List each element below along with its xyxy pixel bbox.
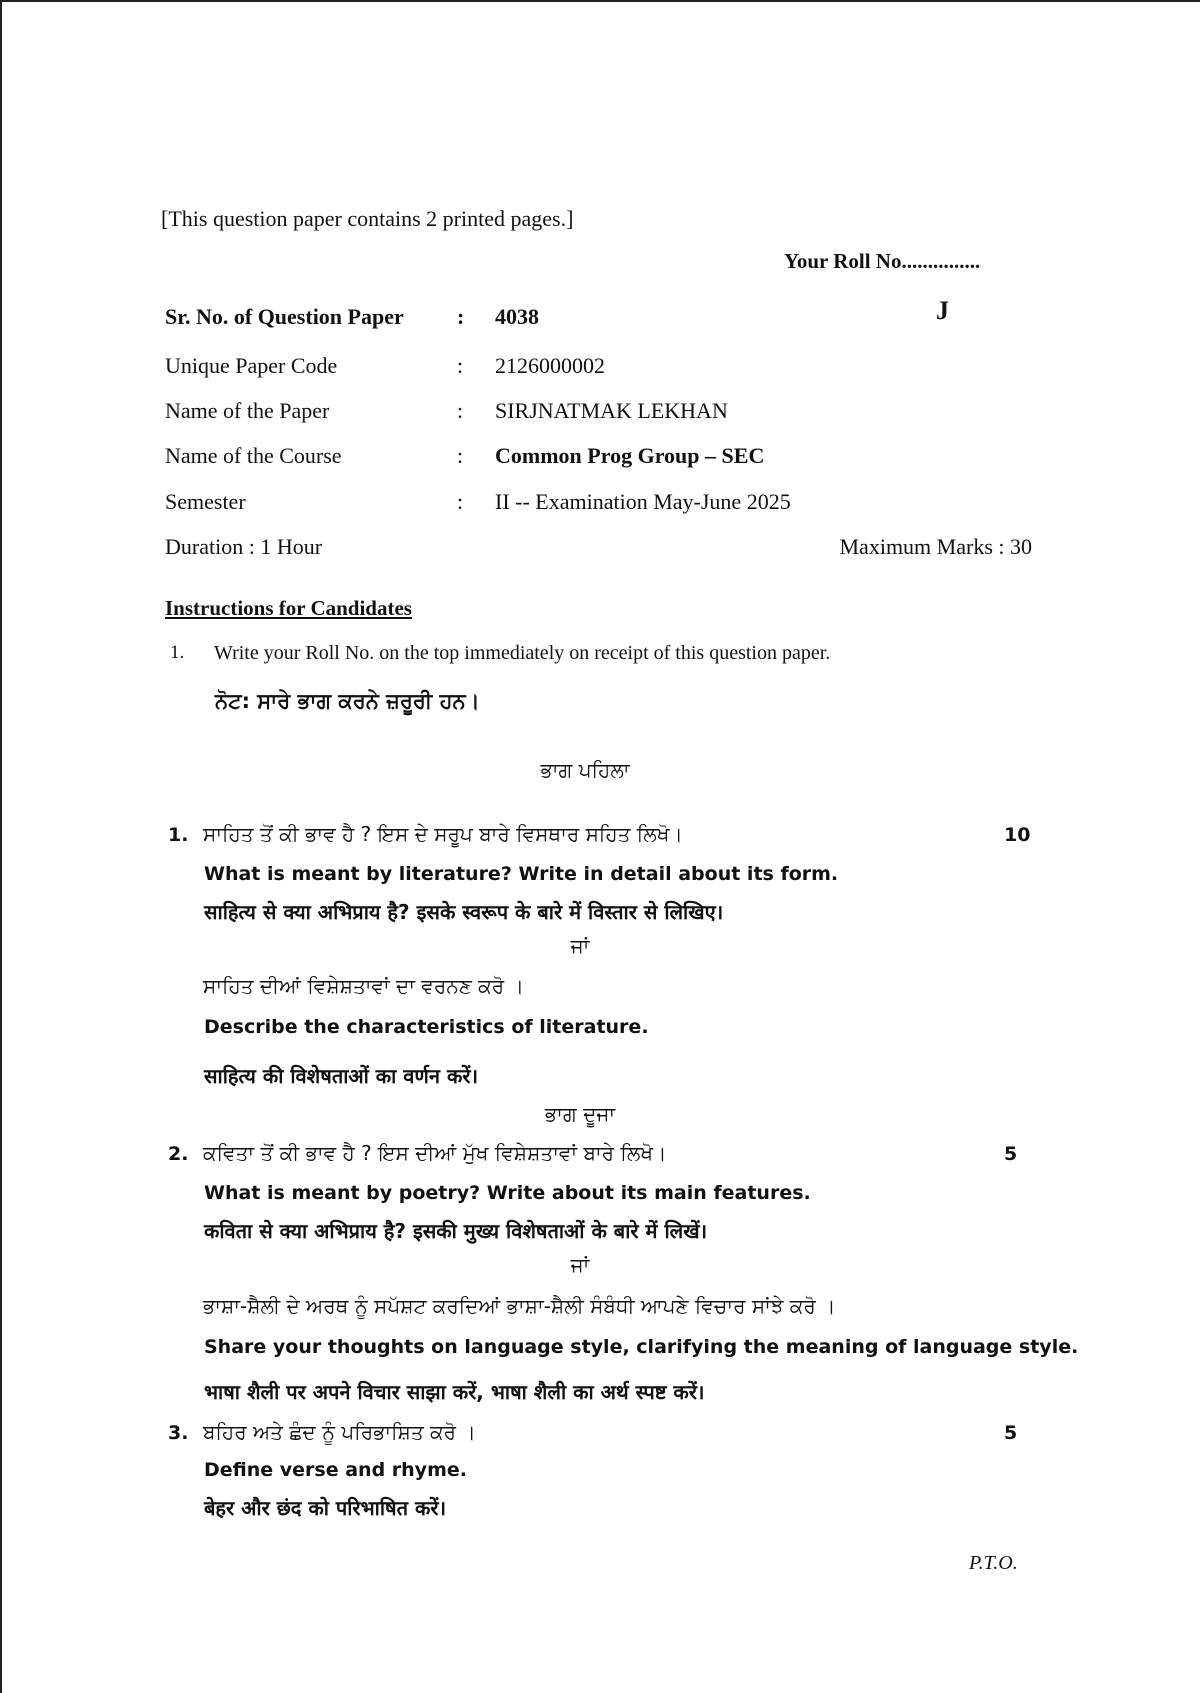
section-title: ਭਾਗ ਪਹਿਲਾ xyxy=(540,758,630,782)
alt-question-text-english: Describe the characteristics of literature. xyxy=(204,1016,649,1038)
detail-separator: : xyxy=(457,398,464,423)
question-text-punjabi: ਕਵਿਤਾ ਤੋਂ ਕੀ ਭਾਵ ਹੈ ? ਇਸ ਦੀਆਂ ਮੁੱਖ ਵਿਸ਼ੇਸ਼ਤਾਵਾਂ ਬਾਰੇ ਲਿਖੋ। xyxy=(203,1141,667,1165)
question-text-hindi: बेहर और छंद को परिभाषित करें। xyxy=(204,1496,447,1520)
instruction-note: ਨੋਟ: ਸਾਰੇ ਭਾਗ ਕਰਨੇ ਜ਼ਰੂਰੀ ਹਨ। xyxy=(215,689,480,713)
question-text-punjabi: ਬਹਿਰ ਅਤੇ ਛੰਦ ਨੂੰ ਪਰਿਭਾਸ਼ਿਤ ਕਰੋ । xyxy=(203,1420,476,1444)
detail-value: II -- Examination May-June 2025 xyxy=(495,489,791,514)
detail-value: 4038 xyxy=(495,304,539,329)
question-text-hindi: कविता से क्या अभिप्राय है? इसकी मुख्य विशेषताओं के बारे में लिखें। xyxy=(204,1219,708,1243)
question-marks: 5 xyxy=(1004,1143,1018,1165)
question-marks: 5 xyxy=(1004,1422,1018,1444)
detail-label: Name of the Course xyxy=(165,443,342,468)
detail-separator: : xyxy=(457,489,464,514)
question-number: 3. xyxy=(168,1422,189,1444)
instruction-text: Write your Roll No. on the top immediately on receipt of this question paper. xyxy=(214,642,831,664)
question-text-hindi: साहित्य से क्या अभिप्राय है? इसके स्वरूप के बारे में विस्तार से लिखिए। xyxy=(204,900,724,924)
detail-value: SIRJNATMAK LEKHAN xyxy=(495,398,728,423)
alt-question-text-hindi: भाषा शैली पर अपने विचार साझा करें, भाषा शैली का अर्थ स्पष्ट करें। xyxy=(204,1380,705,1404)
question-number: 2. xyxy=(168,1143,189,1165)
detail-separator: : xyxy=(457,353,464,378)
set-letter: J xyxy=(936,296,949,325)
or-separator: ਜਾਂ xyxy=(570,1253,590,1277)
detail-separator: : xyxy=(457,443,464,468)
top-border-line xyxy=(0,0,1200,2)
question-text-english: Define verse and rhyme. xyxy=(204,1459,467,1481)
page-turn-over: P.T.O. xyxy=(969,1552,1018,1574)
detail-label: Sr. No. of Question Paper xyxy=(165,304,404,329)
pages-note: [This question paper contains 2 printed pages.] xyxy=(161,206,574,231)
instruction-number: 1. xyxy=(170,642,185,663)
instructions-heading: Instructions for Candidates xyxy=(165,596,412,620)
question-text-english: What is meant by literature? Write in detail about its form. xyxy=(204,863,839,885)
detail-label: Unique Paper Code xyxy=(165,353,338,378)
detail-value: 2126000002 xyxy=(495,353,605,378)
detail-label: Name of the Paper xyxy=(165,398,330,423)
detail-value: Common Prog Group – SEC xyxy=(495,443,765,468)
roll-number-field: Your Roll No............... xyxy=(784,249,981,273)
detail-label: Semester xyxy=(165,489,246,514)
detail-separator: : xyxy=(457,304,465,329)
alt-question-text-punjabi: ਭਾਸ਼ਾ-ਸ਼ੈਲੀ ਦੇ ਅਰਥ ਨੂੰ ਸਪੱਸ਼ਟ ਕਰਦਿਆਂ ਭਾਸ਼ਾ-ਸ਼ੈਲੀ ਸੰਬੰਧੀ ਆਪਣੇ ਵਿਚਾਰ ਸਾਂਝੇ ਕਰੋ । xyxy=(203,1294,836,1318)
alt-question-text-punjabi: ਸਾਹਿਤ ਦੀਆਂ ਵਿਸ਼ੇਸ਼ਤਾਵਾਂ ਦਾ ਵਰਨਣ ਕਰੋ । xyxy=(203,974,525,998)
section-title: ਭਾਗ ਦੂਜਾ xyxy=(544,1102,616,1126)
question-number: 1. xyxy=(168,824,189,846)
left-border-line xyxy=(0,0,2,1693)
or-separator: ਜਾਂ xyxy=(570,934,590,958)
duration: Duration : 1 Hour xyxy=(165,534,323,559)
alt-question-text-english: Share your thoughts on language style, clarifying the meaning of language style. xyxy=(204,1336,1079,1358)
question-marks: 10 xyxy=(1004,824,1031,846)
maximum-marks: Maximum Marks : 30 xyxy=(839,534,1032,559)
question-text-english: What is meant by poetry? Write about its main features. xyxy=(204,1182,811,1204)
alt-question-text-hindi: साहित्य की विशेषताओं का वर्णन करें। xyxy=(204,1064,479,1088)
question-text-punjabi: ਸਾਹਿਤ ਤੋਂ ਕੀ ਭਾਵ ਹੈ ? ਇਸ ਦੇ ਸਰੂਪ ਬਾਰੇ ਵਿਸਥਾਰ ਸਹਿਤ ਲਿਖੋ। xyxy=(203,822,683,846)
